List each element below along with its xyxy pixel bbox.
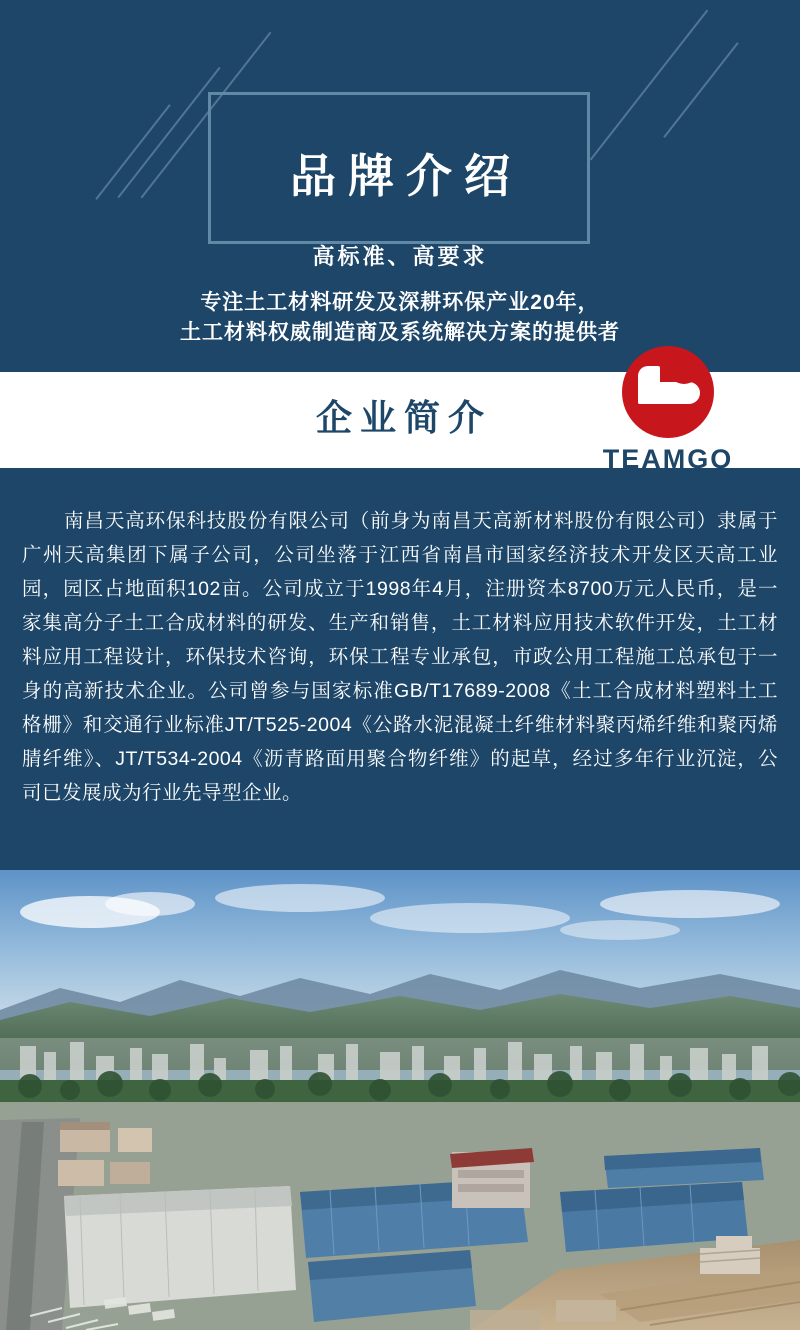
logo-wordmark: TEAMGO: [602, 444, 734, 474]
decorative-diagonal-line: [663, 42, 738, 138]
company-logo: [588, 346, 748, 475]
page-title: 企业简介: [315, 397, 492, 438]
brand-tagline-line1: 专注土工材料研发及深耕环保产业20年，: [200, 291, 600, 314]
brand-subtitle: 高标准、高要求: [312, 244, 488, 269]
teamgo-circle-logo-icon: [622, 346, 714, 438]
brand-tagline: [0, 288, 800, 348]
factory-aerial-photo: [0, 870, 800, 1330]
decorative-diagonal-line: [590, 10, 709, 161]
company-intro-paragraph: 南昌天高环保科技股份有限公司（前身为南昌天高新材料股份有限公司）隶属于广州天高集团下属子公司，公司坐落于江西省南昌市国家经济技术开发区天高工业园，园区占地面积102亩。公司成立于1998年4月，注册资本8700万元人民币，是一家集高分子土工合成材料的研发、生产和销售，土工材料应用技术软件开发，土工材料应用工程设计，环保技术咨询，环保工程专业承包，市政公用工程施工总承包于一身的高新技术企业。公司曾参与国家标准GB/T17689-2008《土工合成材料塑料土工格栅》和交通行业标准JT/T525-2004《公路水泥混凝土纤维材料聚丙烯纤维和聚丙烯腈纤维》、JT/T534-2004《沥青路面用聚合物纤维》的起草，经过多年行业沉淀，公司已发展成为行业先导型企业。: [22, 510, 778, 804]
brand-title: 品牌介绍: [290, 150, 522, 202]
brand-tagline-line2: 土工材料权威制造商及系统解决方案的提供者: [180, 321, 620, 344]
logo-swoosh-shape: [638, 382, 700, 404]
hero-section: [0, 0, 800, 372]
company-intro-section: [0, 444, 800, 870]
aerial-photo-illustration: [0, 870, 800, 1330]
